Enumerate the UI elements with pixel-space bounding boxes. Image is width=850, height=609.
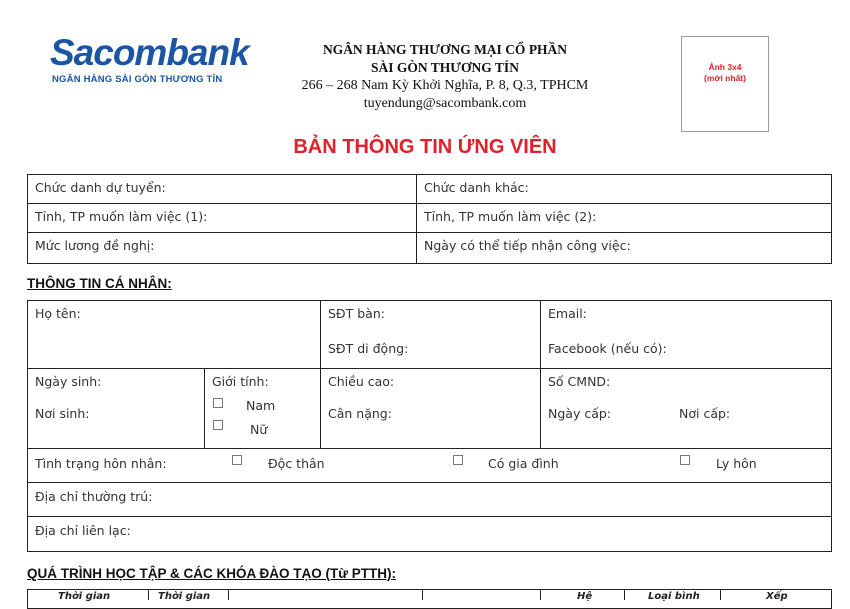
preferred-city-1-field[interactable]: Tỉnh, TP muốn làm việc (1): bbox=[35, 209, 208, 224]
permanent-address-field[interactable]: Địa chỉ thường trú: bbox=[35, 489, 153, 504]
photo-label: Ảnh 3x4 bbox=[708, 62, 742, 72]
column-divider bbox=[540, 589, 541, 600]
married-checkbox[interactable] bbox=[453, 455, 463, 465]
photo-note: (mới nhất) bbox=[704, 73, 746, 83]
male-checkbox[interactable] bbox=[213, 398, 223, 408]
bank-email: tuyendung@sacombank.com bbox=[363, 96, 527, 111]
bank-info bbox=[260, 41, 630, 113]
column-divider bbox=[422, 589, 423, 600]
bank-address: 266 – 268 Nam Kỳ Khởi Nghĩa, P. 8, Q.3, TPHCM bbox=[301, 78, 589, 93]
contact-address-field[interactable]: Địa chỉ liên lạc: bbox=[35, 523, 131, 538]
column-divider bbox=[204, 368, 205, 448]
issue-place-field[interactable]: Nơi cấp: bbox=[679, 406, 731, 421]
issue-date-field[interactable]: Ngày cấp: bbox=[548, 406, 611, 421]
id-number-field[interactable]: Số CMND: bbox=[548, 374, 611, 389]
email-field[interactable]: Email: bbox=[548, 306, 587, 321]
column-header: Thời gian bbox=[58, 591, 111, 602]
row-divider bbox=[27, 516, 832, 517]
preferred-city-2-field[interactable]: Tỉnh, TP muốn làm việc (2): bbox=[424, 209, 597, 224]
logo-subtitle: NGÂN HÀNG SÀI GÒN THƯƠNG TÍN bbox=[52, 74, 223, 85]
education-section-title: QUÁ TRÌNH HỌC TẬP & CÁC KHÓA ĐÀO TẠO (Từ PTTH): bbox=[27, 566, 397, 581]
single-checkbox[interactable] bbox=[232, 455, 242, 465]
column-divider bbox=[416, 174, 417, 264]
gender-label: Giới tính: bbox=[212, 374, 269, 389]
column-divider bbox=[228, 589, 229, 600]
expected-salary-field[interactable]: Mức lương đề nghị: bbox=[35, 238, 155, 253]
column-divider bbox=[320, 300, 321, 448]
divorced-checkbox[interactable] bbox=[680, 455, 690, 465]
bank-name-line2: SÀI GÒN THƯƠNG TÍN bbox=[371, 60, 519, 75]
weight-field[interactable]: Cân nặng: bbox=[328, 406, 392, 421]
personal-info-table bbox=[27, 300, 832, 552]
height-field[interactable]: Chiều cao: bbox=[328, 374, 395, 389]
row-divider bbox=[27, 203, 832, 204]
column-divider bbox=[624, 589, 625, 600]
row-divider bbox=[27, 448, 832, 449]
column-header: Loại bình bbox=[648, 591, 700, 602]
position-applied-field[interactable]: Chức danh dự tuyển: bbox=[35, 180, 166, 195]
personal-section-title: THÔNG TIN CÁ NHÂN: bbox=[27, 276, 172, 291]
photo-placeholder[interactable] bbox=[681, 36, 769, 132]
column-header: Xếp bbox=[766, 591, 788, 602]
married-label: Có gia đình bbox=[488, 456, 559, 471]
column-header: Thời gian bbox=[158, 591, 211, 602]
female-checkbox[interactable] bbox=[213, 420, 223, 430]
home-phone-field[interactable]: SĐT bàn: bbox=[328, 306, 385, 321]
start-date-field[interactable]: Ngày có thể tiếp nhận công việc: bbox=[424, 238, 631, 253]
column-header: Hệ bbox=[577, 591, 593, 602]
male-label: Nam bbox=[246, 398, 276, 413]
divorced-label: Ly hôn bbox=[716, 456, 757, 471]
row-divider bbox=[27, 482, 832, 483]
column-divider bbox=[720, 589, 721, 600]
mobile-phone-field[interactable]: SĐT di động: bbox=[328, 341, 409, 356]
other-position-field[interactable]: Chức danh khác: bbox=[424, 180, 529, 195]
form-title: BẢN THÔNG TIN ỨNG VIÊN bbox=[293, 136, 557, 158]
bank-name-line1: NGÂN HÀNG THƯƠNG MẠI CỔ PHẦN bbox=[322, 42, 568, 57]
column-divider bbox=[148, 589, 149, 600]
row-divider bbox=[27, 232, 832, 233]
full-name-field[interactable]: Họ tên: bbox=[35, 306, 81, 321]
row-divider bbox=[27, 368, 832, 369]
single-label: Độc thân bbox=[268, 456, 325, 471]
birth-date-field[interactable]: Ngày sinh: bbox=[35, 374, 102, 389]
facebook-field[interactable]: Facebook (nếu có): bbox=[548, 341, 667, 356]
female-label: Nữ bbox=[250, 422, 268, 437]
marital-status-label: Tình trạng hôn nhân: bbox=[35, 456, 167, 471]
sacombank-logo: Sacombank bbox=[50, 32, 249, 73]
birth-place-field[interactable]: Nơi sinh: bbox=[35, 406, 90, 421]
column-divider bbox=[540, 300, 541, 448]
